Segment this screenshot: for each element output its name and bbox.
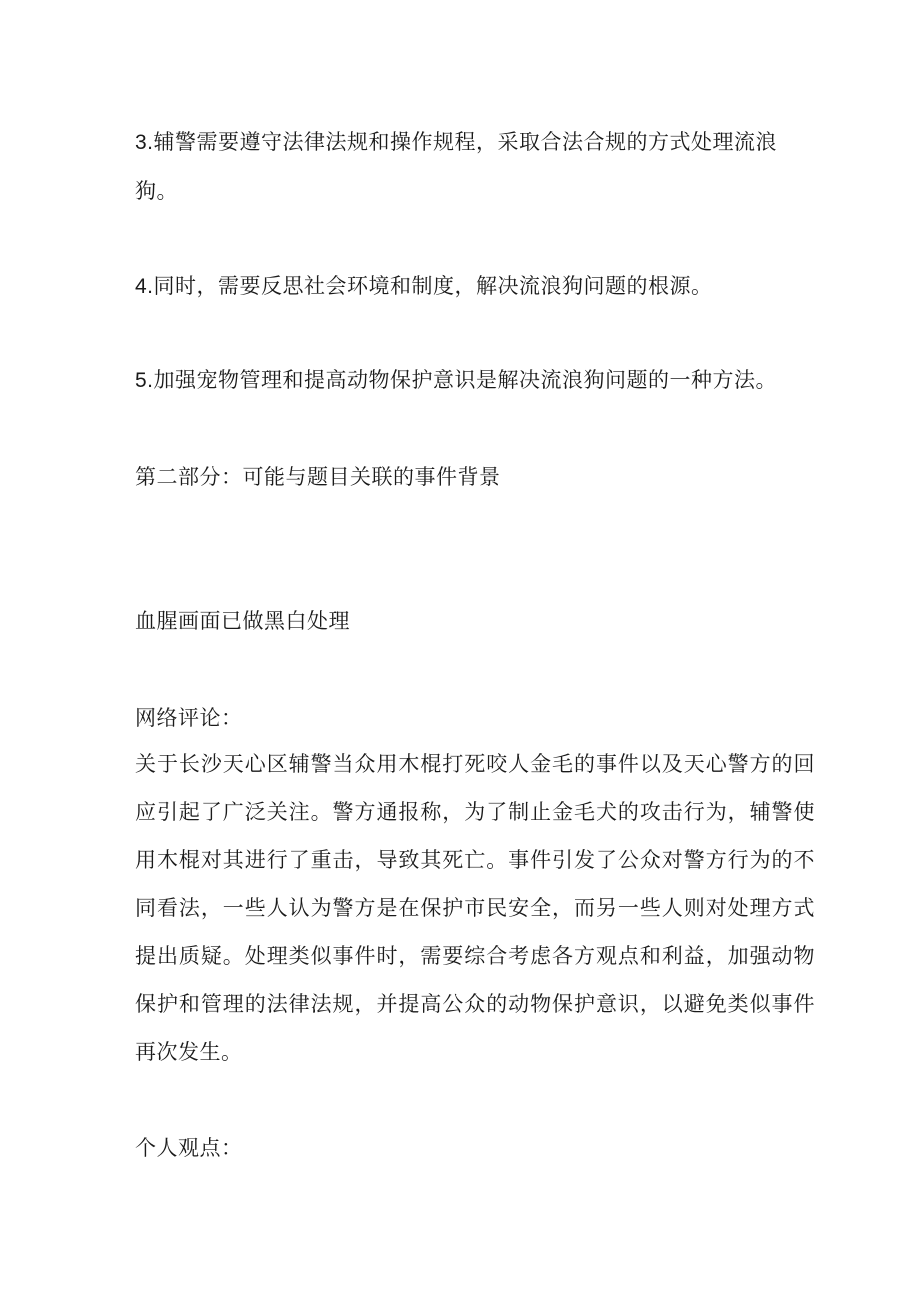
point-5-number: 5. — [135, 369, 154, 392]
net-comments-label: 网络评论： — [135, 706, 243, 730]
point-3-number: 3. — [135, 131, 154, 154]
point-5-text: 加强宠物管理和提高动物保护意识是解决流浪狗问题的一种方法。 — [153, 368, 778, 392]
point-5 — [135, 356, 815, 405]
point-4 — [135, 262, 815, 311]
point-4-number: 4. — [135, 275, 154, 298]
point-3 — [135, 118, 815, 215]
personal-view-label: 个人观点： — [135, 1136, 243, 1160]
point-4-text: 同时，需要反思社会环境和制度，解决流浪狗问题的根源。 — [153, 274, 713, 298]
net-comments-body: 关于长沙天心区辅警当众用木棍打死咬人金毛的事件以及天心警方的回应引起了广泛关注。警方通报称，为了制止金毛犬的攻击行为，辅警使用木棍对其进行了重击，导致其死亡。事件引发了公众对警方行为的不同看法，一些人认为警方是在保护市民安全，而另一些人则对处理方式提出质疑。处理类似事件时，需要综合考虑各方观点和利益，加强动物保护和管理的法律法规，并提高公众的动物保护意识，以避免类似事件再次发生。 — [135, 752, 815, 1064]
image-caption: 血腥画面已做黑白处理 — [135, 609, 350, 633]
section-2-heading: 第二部分：可能与题目关联的事件背景 — [135, 465, 501, 489]
point-3-text: 辅警需要遵守法律法规和操作规程，采取合法合规的方式处理流浪狗。 — [135, 130, 778, 203]
